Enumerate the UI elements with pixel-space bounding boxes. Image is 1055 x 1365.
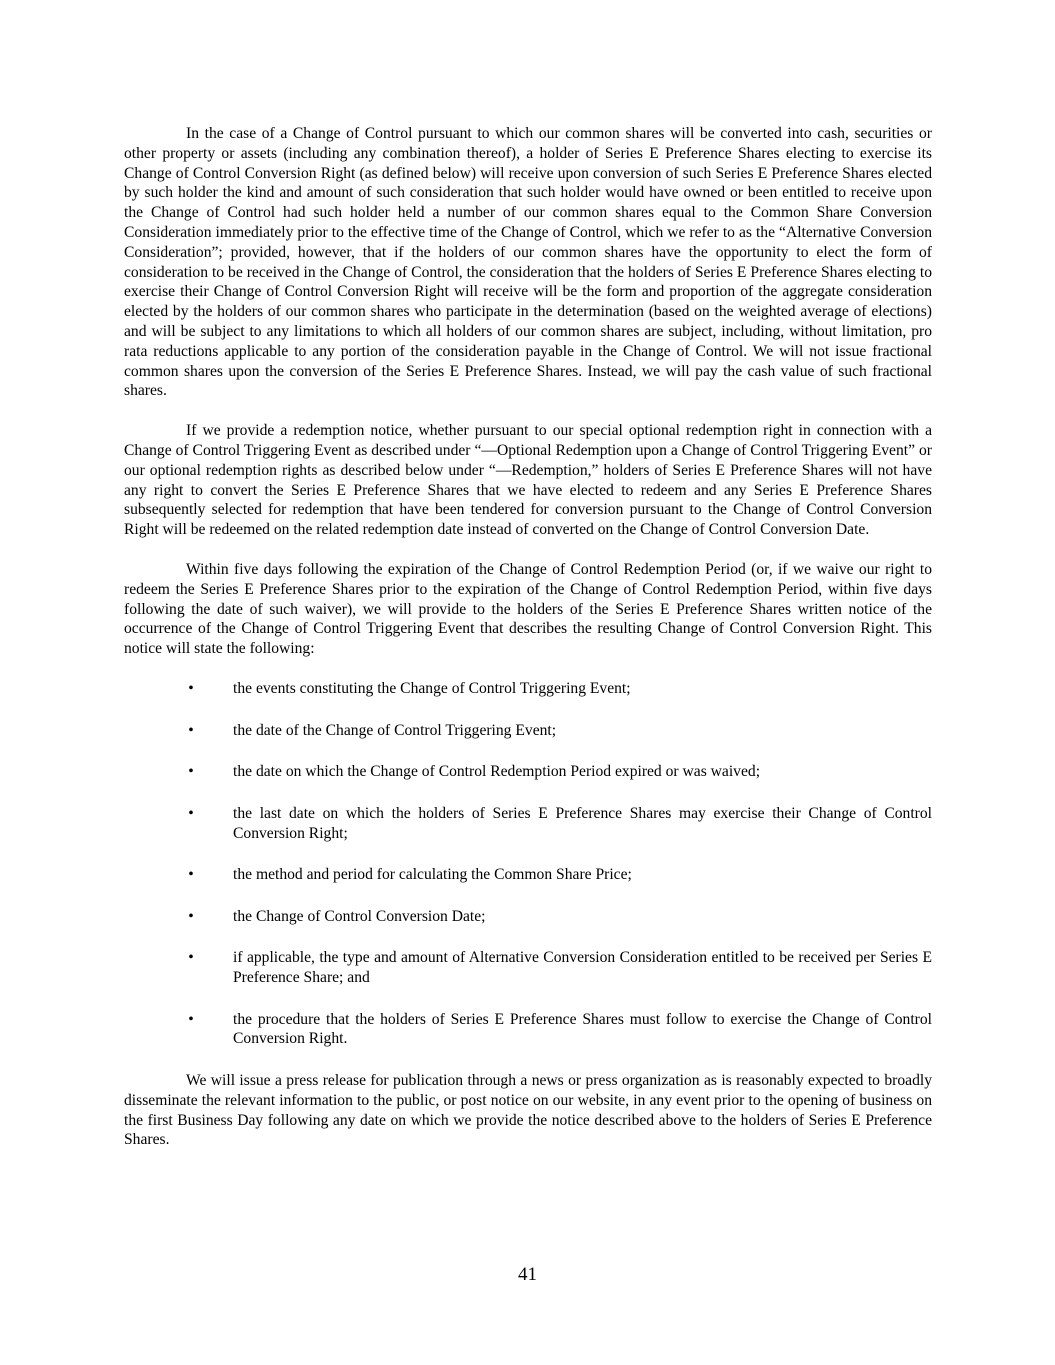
list-item-text: the method and period for calculating the Common Share Price; xyxy=(233,866,632,884)
list-item-text: the procedure that the holders of Series E Preference Shares must follow to exercise the Change of Control Conversion Right. xyxy=(233,1010,932,1048)
list-item xyxy=(124,721,932,741)
bullet-icon: • xyxy=(188,804,194,822)
notice-contents-list xyxy=(124,679,932,1049)
paragraph-redemption-notice: If we provide a redemption notice, whether pursuant to our special optional redemption right in connection with a Change of Control Triggering Event as described under “—Optional Redemption upon a Change of Control Triggering Event” or our optional redemption rights as described below under “—Redemption,” holders of Series E Preference Shares will not have any right to convert the Series E Preference Shares that we have elected to redeem and any Series E Preference Shares subsequently selected for redemption that have been tendered for conversion pursuant to the Change of Control Conversion Right will be redeemed on the related redemption date instead of converted on the Change of Control Conversion Date. xyxy=(124,422,932,539)
list-item xyxy=(124,948,932,988)
bullet-icon: • xyxy=(188,721,194,739)
list-item-text: the events constituting the Change of Control Triggering Event; xyxy=(233,679,631,697)
list-item xyxy=(124,804,932,844)
bullet-icon: • xyxy=(188,1010,194,1028)
list-item-text: the Change of Control Conversion Date; xyxy=(233,907,486,925)
bullet-icon: • xyxy=(188,679,194,697)
bullet-icon: • xyxy=(188,949,194,967)
paragraph-alternative-conversion-consideration: In the case of a Change of Control pursuant to which our common shares will be converted into cash, securities or other property or assets (including any combination thereof), a holder of Series E Preference Shares electing to exercise its Change of Control Conversion Right (as defined below) will receive upon conversion of such Series E Preference Shares elected by such holder the kind and amount of such consideration that such holder would have owned or been entitled to receive upon the Change of Control had such holder held a number of our common shares equal to the Common Share Conversion Consideration immediately prior to the effective time of the Change of Control, which we refer to as the “Alternative Conversion Consideration”; provided, however, that if the holders of our common shares have the opportunity to elect the form of consideration to be received in the Change of Control, the consideration that the holders of Series E Preference Shares electing to exercise their Change of Control Conversion Right will receive will be the form and proportion of the aggregate consideration elected by the holders of our common shares who participate in the determination (based on the weighted average of elections) and will be subject to any limitations to which all holders of our common shares are subject, including, without limitation, pro rata reductions applicable to any portion of the consideration payable in the Change of Control. We will not issue fractional common shares upon the conversion of the Series E Preference Shares. Instead, we will pay the cash value of such fractional shares. xyxy=(124,125,932,400)
bullet-icon: • xyxy=(188,866,194,884)
list-item-text: if applicable, the type and amount of Alternative Conversion Consideration entitled to be received per Series E Preference Share; and xyxy=(233,949,932,987)
document-page xyxy=(124,124,932,1170)
bullet-icon: • xyxy=(188,907,194,925)
list-item-text: the date on which the Change of Control Redemption Period expired or was waived; xyxy=(233,763,761,781)
list-item-text: the date of the Change of Control Triggering Event; xyxy=(233,721,557,739)
paragraph-press-release: We will issue a press release for publication through a news or press organization as is reasonably expected to broadly disseminate the relevant information to the public, or post notice on our website, in any event prior to the opening of business on the first Business Day following any date on which we provide the notice described above to the holders of Series E Preference Shares. xyxy=(124,1072,932,1149)
bullet-icon: • xyxy=(188,763,194,781)
paragraph-written-notice: Within five days following the expiration of the Change of Control Redemption Period (or, if we waive our right to redeem the Series E Preference Shares prior to the expiration of the Change of Control Redemption Period, within five days following the date of such waiver), we will provide to the holders of the Series E Preference Shares written notice of the occurrence of the Change of Control Triggering Event that describes the resulting Change of Control Conversion Right. This notice will state the following: xyxy=(124,560,932,658)
list-item xyxy=(124,762,932,782)
list-item xyxy=(124,1010,932,1050)
list-item xyxy=(124,865,932,885)
list-item xyxy=(124,907,932,927)
list-item xyxy=(124,679,932,699)
page-number: 41 xyxy=(518,1264,537,1285)
list-item-text: the last date on which the holders of Series E Preference Shares may exercise their Change of Control Conversion Right; xyxy=(233,804,932,842)
